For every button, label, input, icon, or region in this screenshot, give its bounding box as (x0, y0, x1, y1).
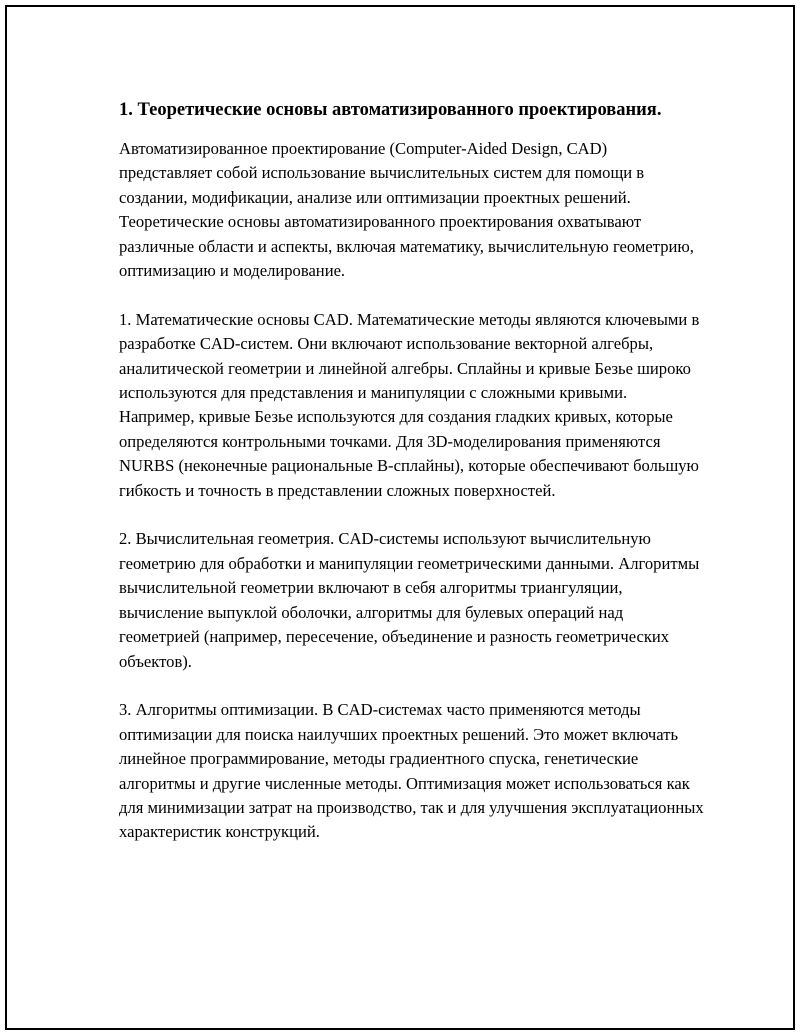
paragraph-optimization: 3. Алгоритмы оптимизации. В CAD-системах часто применяются методы оптимизации для поиска наилучших проектных решений. Это может включать линейное программирование, методы градиентного спуска, генетические алгоритмы и другие численные методы. Оптимизация может использоваться как для минимизации затрат на производство, так и для улучшения эксплуатационных характеристик конструкций. (119, 700, 704, 842)
paragraph-computational-geometry: 2. Вычислительная геометрия. CAD-системы используют вычислительную геометрию для обработки и манипуляции геометрическими данными. Алгоритмы вычислительной геометрии включают в себя алгоритмы триангуляции, вычисление выпуклой оболочки, алгоритмы для булевых операций над геометрией (например, пересечение, объединение и разность геометрических объектов). (119, 529, 700, 671)
page-frame (5, 5, 795, 1030)
section-heading: 1. Теоретические основы автоматизированного проектирования. (119, 100, 662, 120)
intro-paragraph: Автоматизированное проектирование (Computer-Aided Design, CAD) представляет собой использование вычислительных систем для помощи в создании, модификации, анализе или оптимизации проектных решений. Теоретические основы автоматизированного проектирования охватывают различные области и аспекты, включая математику, вычислительную геометрию, оптимизацию и моделирование. (119, 139, 694, 281)
document-body (119, 97, 704, 869)
paragraph-math-foundations: 1. Математические основы CAD. Математические методы являются ключевыми в разработке CAD-систем. Они включают использование векторной алгебры, аналитической геометрии и линейной алгебры. Сплайны и кривые Безье широко используются для представления и манипуляции с сложными кривыми. Например, кривые Безье используются для создания гладких кривых, которые определяются контрольными точками. Для 3D-моделирования применяются NURBS (неконечные рациональные B-сплайны), которые обеспечивают большую гибкость и точность в представлении сложных поверхностей. (119, 309, 700, 500)
